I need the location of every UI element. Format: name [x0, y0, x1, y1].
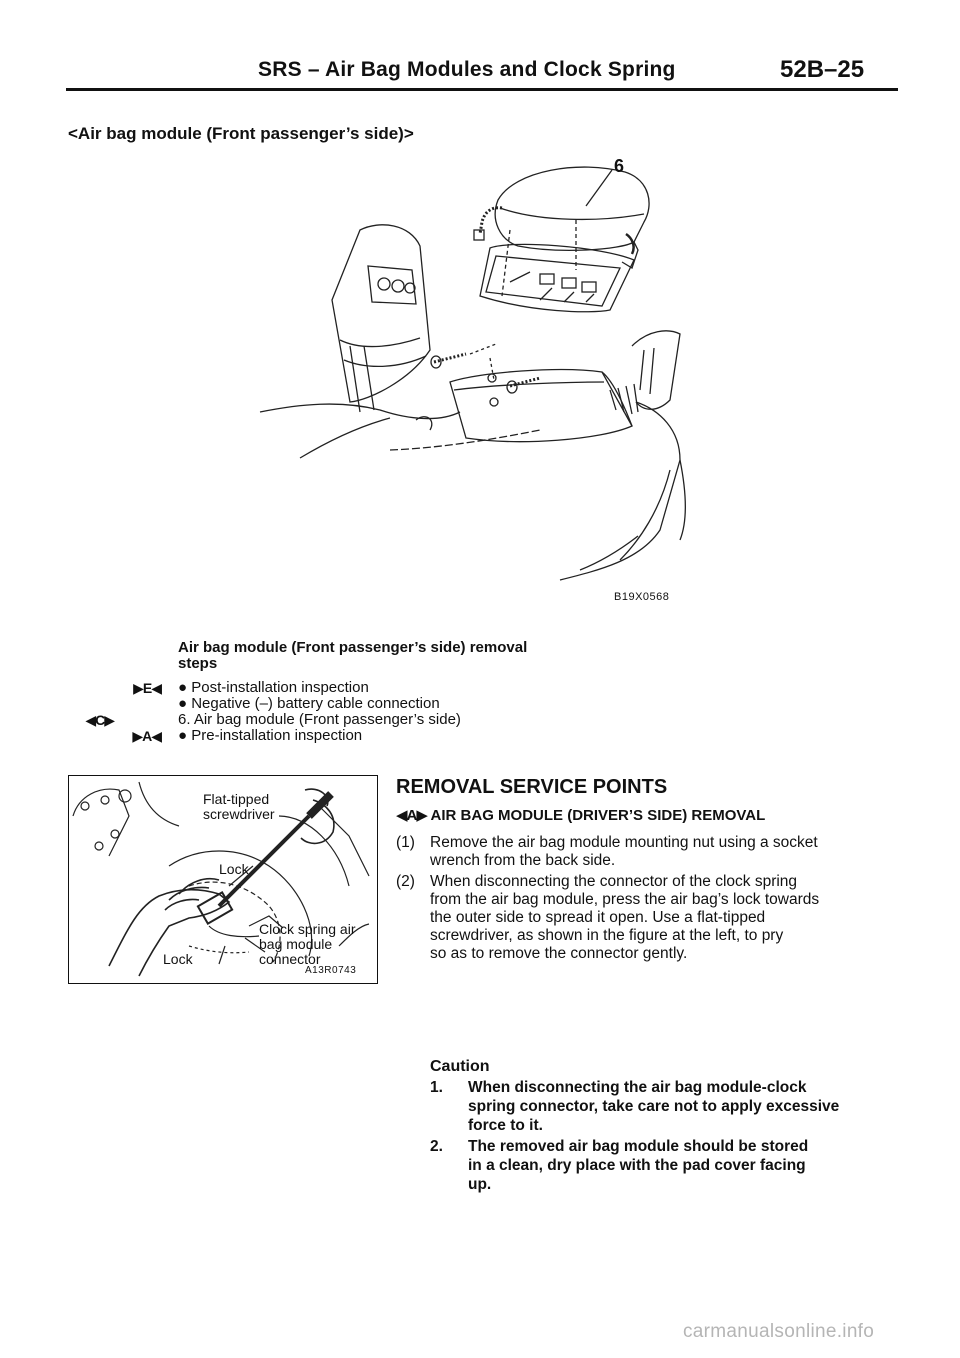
- label-flat-tipped: Flat-tipped: [203, 791, 270, 807]
- clock-spring-connector-figure: [68, 775, 378, 984]
- label-clock-spring-line2: bag module: [259, 936, 333, 952]
- label-lock-top: Lock: [219, 861, 249, 877]
- removal-service-heading: REMOVAL SERVICE POINTS: [396, 776, 668, 798]
- caution-title: Caution: [430, 1058, 490, 1075]
- item-line: so as to remove the connector gently.: [430, 945, 688, 962]
- airbag-module-outline: [495, 167, 649, 250]
- item-line: screwdriver, as shown in the figure at the left, to pry: [430, 927, 784, 944]
- caution-line: force to it.: [468, 1117, 543, 1134]
- subheading-ref: ◀A▶: [396, 807, 427, 824]
- item-line: from the air bag module, press the air bag’s lock towards: [430, 891, 820, 908]
- glovebox-opening: [480, 244, 634, 311]
- step-row: [0, 728, 600, 744]
- watermark-link[interactable]: carmanualsonline.info: [683, 1321, 875, 1342]
- caution-line: When disconnecting the air bag module-clock: [468, 1079, 807, 1096]
- item-line: wrench from the back side.: [430, 852, 616, 869]
- step-ref: ▶A◀: [132, 728, 161, 744]
- center-console: [332, 225, 430, 402]
- screw-left: [434, 354, 466, 362]
- header-title: SRS – Air Bag Modules and Clock Spring: [258, 58, 676, 81]
- item-line: the outer side to spread it open. Use a flat-tipped: [430, 909, 766, 926]
- label-clock-spring-line1: Clock spring air: [259, 921, 356, 937]
- step-row: [0, 680, 600, 696]
- caution-line: The removed air bag module should be stored: [468, 1138, 809, 1155]
- callout-6: 6: [614, 156, 625, 176]
- passenger-airbag-figure: [240, 150, 720, 610]
- step-row: [0, 712, 600, 728]
- item-number: (2): [396, 873, 415, 890]
- step-row: [0, 696, 600, 712]
- step-text: 6. Air bag module (Front passenger’s side): [178, 711, 461, 728]
- figure2-code: A13R0743: [305, 965, 357, 976]
- label-clock-spring-line3: connector: [259, 951, 321, 967]
- subheading-text: AIR BAG MODULE (DRIVER’S SIDE) REMOVAL: [430, 807, 766, 824]
- header-rule: [66, 88, 898, 91]
- step-ref: ▶E◀: [133, 680, 161, 696]
- label-lock-bottom: Lock: [163, 951, 193, 967]
- item-line: When disconnecting the connector of the clock spring: [430, 873, 798, 890]
- caution-line: in a clean, dry place with the pad cover facing: [468, 1157, 806, 1174]
- step-text: ● Post-installation inspection: [178, 679, 369, 696]
- glovebox-door: [450, 370, 632, 442]
- removal-steps-title: Air bag module (Front passenger’s side) removal steps: [178, 639, 528, 672]
- caution-line: spring connector, take care not to apply excessive: [468, 1098, 840, 1115]
- caution-number: 1.: [430, 1079, 443, 1096]
- caution-line: up.: [468, 1176, 492, 1193]
- label-screwdriver: screwdriver: [203, 806, 275, 822]
- removal-subheading: [396, 806, 765, 824]
- step-text: ● Pre-installation inspection: [178, 727, 363, 744]
- caution-number: 2.: [430, 1138, 443, 1155]
- item-number: (1): [396, 834, 415, 851]
- item-line: Remove the air bag module mounting nut using a socket: [430, 834, 818, 851]
- page-number: 52B–25: [780, 56, 865, 83]
- figure1-code: B19X0568: [614, 591, 670, 603]
- section-heading: <Air bag module (Front passenger’s side)>: [68, 124, 414, 143]
- step-ref: ◀C▶: [85, 712, 114, 728]
- step-text: ● Negative (–) battery cable connection: [178, 695, 440, 712]
